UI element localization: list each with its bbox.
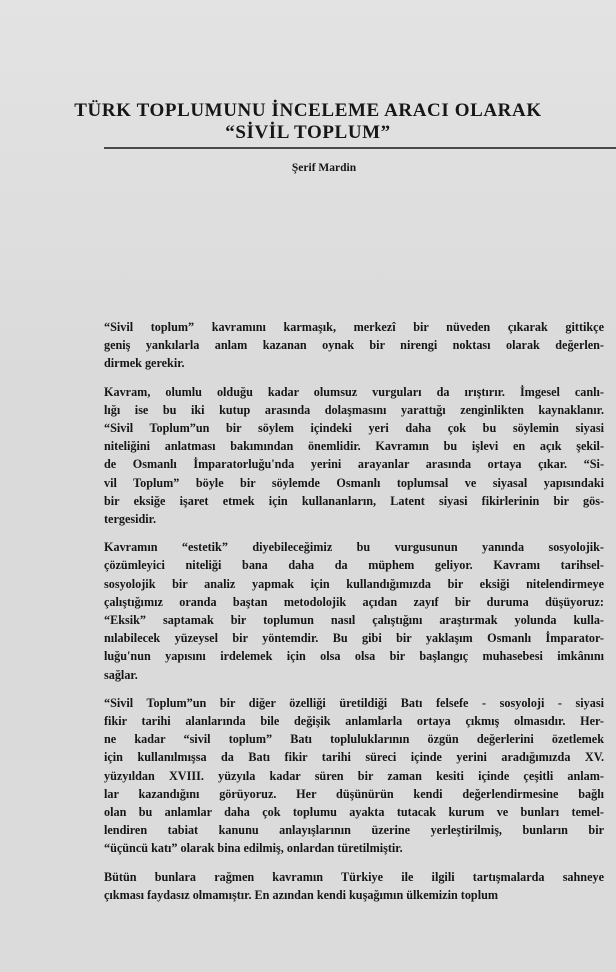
title-divider [104,147,616,149]
text-line: fikir tarihi alanlarında bile değişik anlamlarla ortaya çıkmış olmasıdır. Her- [104,714,604,729]
text-line: Kavramın “estetik” diyebileceğimiz bu vurgusunun yanında sosyolojik- [104,540,604,555]
text-line: “Sivil Toplum”un bir diğer özelliği üretildiği Batı felsefe - sosyoloji - siyasi [104,695,604,710]
text-line: çıkması faydasız olmamıştır. En azından kendi kuşağımın ülkemizin toplum [104,887,499,902]
body-text [104,318,604,914]
text-line: geniş yankılarla anlam kazanan oynak bir nirengi noktası olarak değerlen- [104,338,604,353]
text-line: için kullanılmışsa da Batı fikir tarihi süreci içinde yerini aradığımızda XV. [104,750,604,765]
paragraph [104,694,604,858]
text-line: yüzyıldan XVIII. yüzyıla kadar süren bir zaman kesiti içinde çeşitli anlam- [104,768,604,783]
text-line: lığı ise bu iki kutup arasında dolaşmasını yarattığı zenginlikten kaynaklanır. [104,402,604,417]
chapter-title-line-2: “SİVİL TOPLUM” [225,122,391,143]
text-line: bir eksiğe işaret etmek için kullananların, Latent siyasi fikirlerinin bir gös- [104,493,604,508]
text-line: “Sivil toplum” kavramını karmaşık, merkezî bir nüveden çıkarak gittikçe [104,320,604,334]
text-line: “üçüncü katı” olarak bina edilmiş, onlardan türetilmiştir. [104,841,403,856]
text-line: “Eksik” saptamak bir toplumun nasıl çalıştığını araştırmak yolunda kulla- [104,613,604,628]
chapter-title-line-1: TÜRK TOPLUMUNU İNCELEME ARACI OLARAK [74,100,542,121]
author-name: Şerif Mardin [291,162,357,174]
text-line: sağlar. [104,667,138,682]
text-line: luğu'nun yapısını irdelemek için olsa olsa bir başlangıç muhasebesi imkânını [104,649,604,664]
text-line: lendiren tabiat kanunu anlayışlarının üzerine yerleştirilmiş, bunların bir [104,823,604,838]
paragraph [104,868,604,904]
text-line: çalıştığımız oranda baştan metodolojik açıdan zayıf bir duruma düşüyoruz: [104,594,604,609]
text-line: vil Toplum” böyle bir söylemde Osmanlı toplumsal ve siyasal yapısındaki [104,475,604,490]
text-line: olan bu anlamlar daha çok toplumu ayakta tutacak kurum ve bunları temel- [104,805,604,820]
paragraph [104,318,604,373]
text-line: sosyolojik bir analiz yapmak için kullandığımızda bir eksiği nitelendirmeye [104,576,604,591]
text-line: lar kazandığını görüyoruz. Her düşünürün kendi değerlendirmesine bağlı [104,786,604,801]
text-line: tergesidir. [104,512,157,527]
text-line: niteliğini anlatması bakımından önemlidir. Kavramın bu işlevi en açık şekil- [104,439,604,454]
chapter-title [0,100,616,144]
paragraph [104,538,604,684]
paragraph [104,383,604,529]
text-line: ne kadar “sivil toplum” Batı topluluklarının özgün değerlerini özetlemek [104,732,604,747]
text-line: de Osmanlı İmparatorluğu'nda yerini arayanlar arasında ortaya çıkar. “Si- [104,457,604,472]
text-line: Bütün bunlara rağmen kavramın Türkiye ile ilgili tartışmalarda sahneye [104,869,604,884]
text-line: “Sivil Toplum”un bir söylem içindeki yeri daha çok bu söylemin siyasi [104,421,604,436]
text-line: nılabilecek yüzeysel bir yöntemdir. Bu gibi bir yaklaşım Osmanlı İmparator- [104,631,604,646]
text-line: dirmek gerekir. [104,356,185,371]
text-line: çözümleyici niteliği bana daha da müphem geliyor. Kavramı tarihsel- [104,558,604,573]
text-line: Kavram, olumlu olduğu kadar olumsuz vurguları da ırıştırır. İmgesel canlı- [104,384,604,399]
